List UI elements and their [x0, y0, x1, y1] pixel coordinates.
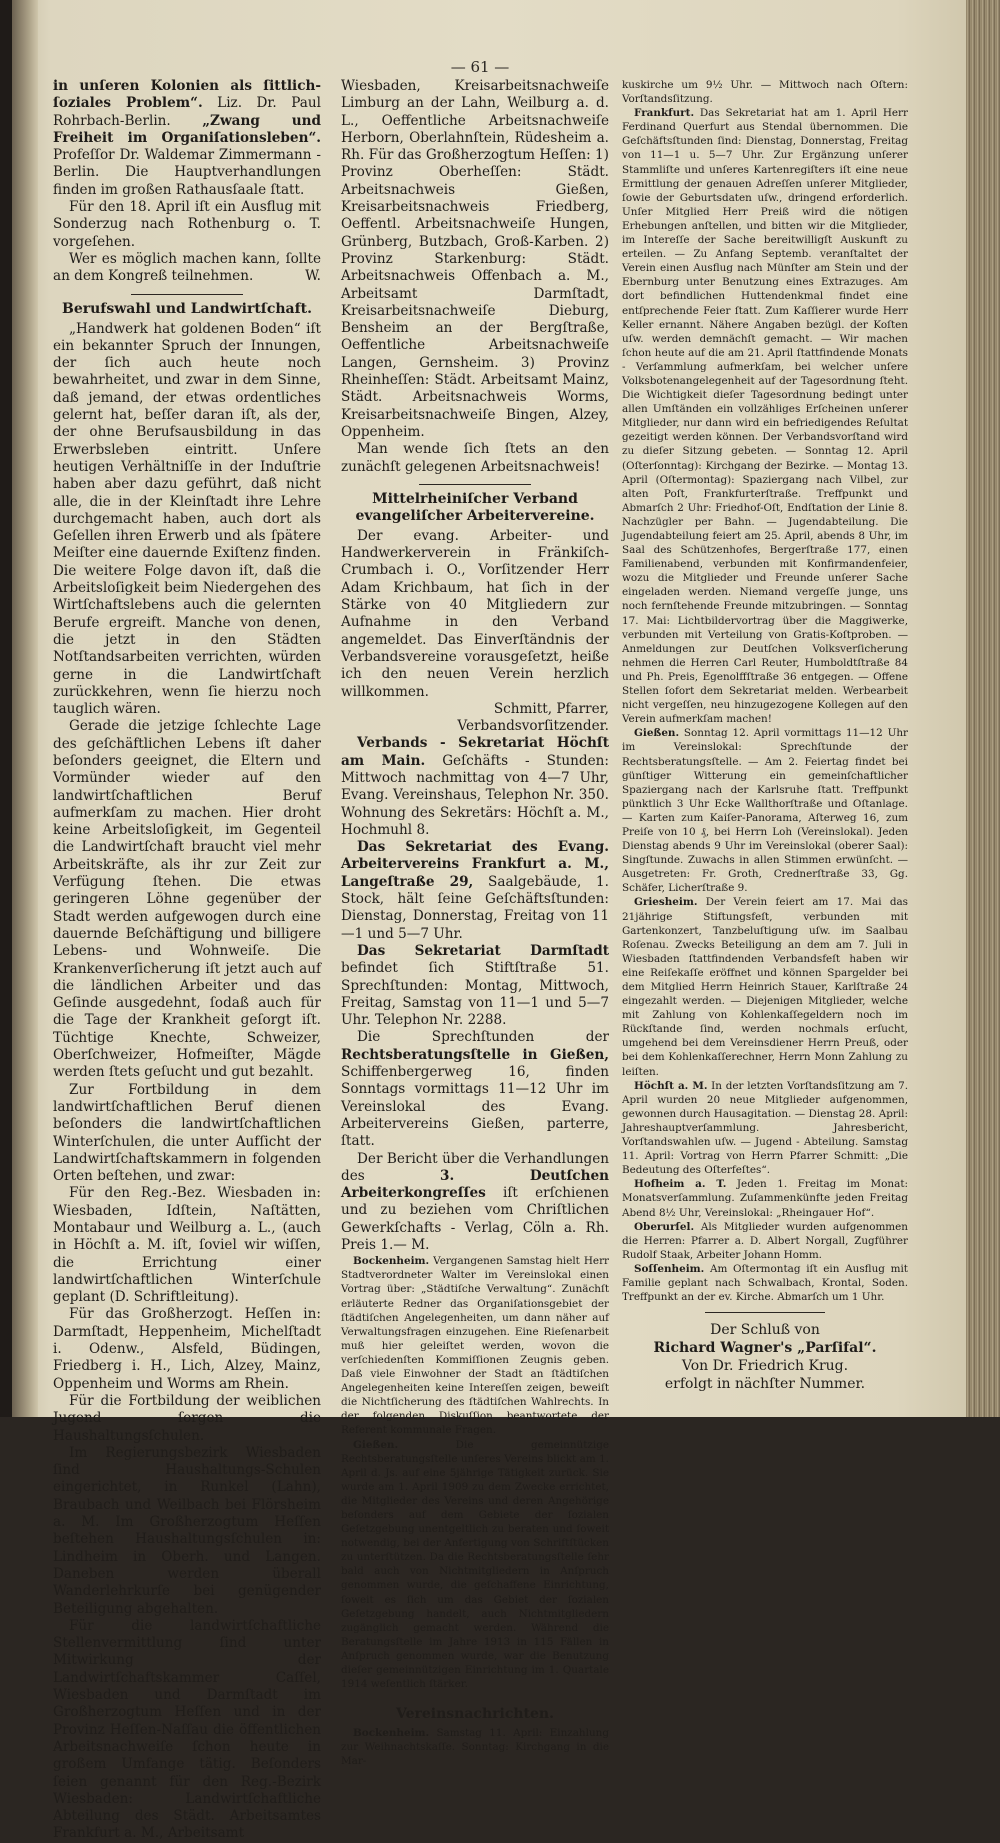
news-place: Frankfurt. [634, 107, 695, 120]
news-place: Gießen. [634, 727, 680, 740]
closing-line-3: Von Dr. Friedrich Krug. [681, 1358, 849, 1375]
divider [419, 1699, 532, 1700]
divider [131, 294, 244, 295]
signature-line-2: Verbandsvorſitzender. [457, 718, 609, 735]
article-heading-berufswahl: Berufswahl und Landwirtſchaft. [62, 300, 312, 317]
continued-paragraph: Wiesbaden, Kreisarbeitsnachweiſe Limburg an der Lahn, Weilburg a. d. L., Oeffentliche Arbeitsnachweiſe Herborn, Oberlahnſtein, Rüdesheim a. Rh. Für das Großherzogtum Heſſen: 1) Provinz Oberheſſen: Städt. Arbeitsnachweis Gießen, Kreisarbeitsnachweis Friedberg, Oeffentl. Arbeitsnachweiſe Hungen, Grünberg, Butzbach, Groß-Karben. 2) Provinz Starkenburg: Städt. Arbeitsnachweis Offenbach a. M., Arbeitsamt Darmſtadt, Kreisarbeitsnachweiſe Dieburg, Bensheim an der Bergſtraße, Oeffentliche Arbeitsnachweiſe Langen, Gernsheim. 3) Provinz Rheinheſſen: Städt. Arbeitsamt Mainz, Städt. Arbeitsnachweis Worms, Kreisarbeitsnachweiſe Bingen, Alzey, Oppenheim. [341, 78, 609, 440]
rechtsberatung-title: Rechtsberatungsſtelle in Gießen, [341, 1046, 609, 1063]
congress-paragraph [53, 251, 321, 286]
rechtsberatung-giessen [341, 1029, 609, 1150]
news-frankfurt [622, 106, 908, 726]
sekretariat-hoechst [341, 735, 609, 839]
article-paragraph: Für das Großherzogt. Heſſen in: Darmſtadt, Heppenheim, Michelſtadt i. Odenw., Alsfeld, Büdingen, Friedberg i. H., Lich, Alzey, Mainz, Oppenheim und Worms am Rhein. [53, 1306, 321, 1392]
sekretariat-darmstadt [341, 943, 609, 1029]
news-place: Griesheim. [634, 896, 698, 909]
kongress-bericht [341, 1151, 609, 1255]
intro-paragraph [53, 78, 321, 199]
column-1 [53, 78, 321, 1843]
article-paragraph: Für die Fortbildung der weiblichen Jugend ſorgen die Haushaltungsſchulen. [53, 1392, 321, 1444]
article-paragraph: Für die landwirtſchaftliche Stellenvermittlung ſind unter Mitwirkung der Landwirtſchaftskammer Caſſel, Wiesbaden und Darmſtadt im Großherzogtum Heſſen und in der Provinz Heſſen-Naſſau die öffentlichen Arbeitsnachweiſe ſchon heute in großem Umfange tätig. Beſonders ſeien genannt für den Reg.-Bezirk Wiesbaden: Landwirtſchaftliche Abteilung des Städt. Arbeitsamtes Frankfurt a. M., Arbeitsamt [53, 1617, 321, 1842]
news-sossenheim [622, 1262, 908, 1304]
news-place: Höchſt a. M. [634, 1079, 708, 1092]
report-text: Die gemeinnützige Rechtsberatungsſtelle unſeres Vereins blickt am 1. April d. Js. auf eine 5jährige Tätigkeit zurück. Sie wurde am 1. April 1909 zu dem Zwecke errichtet, die Mitglieder des Vereins und deren Angehörige beſonders auf dem Gebiete der ſozialen Geſetzgebung unentgeltlich zu beraten und ſoweit notwendig, bei der Anfertigung von Schriftſtücken zu unterſtützen. Da die Rechtsberatungsſtelle ſehr bald auch von Nichtmitgliedern in Anſpruch genommen wurde, die geſchaffene Einrichtung, ſoweit es ſich um das Gebiet der ſozialen Geſetzgebung handelt, auch Nichtmitgliedern zugänglich gemacht werden. Während die Beratungsſtelle im Jahre 1913 in 115 Fällen in Anſpruch genommen wurde, war die Benutzung dieſer gemeinnützigen Einrichtung im 1. Quartale 1914 weſentlich ſtärker. [341, 1438, 609, 1691]
news-oberursel [622, 1220, 908, 1262]
congress-text: Wer es möglich machen kann, ſollte an dem Kongreß teilnehmen. [53, 250, 321, 285]
news-place: Bockenheim. [353, 1727, 430, 1740]
news-continued: kuskirche um 9½ Uhr. — Mittwoch nach Oſtern: Vorſtandsſitzung. [622, 79, 908, 106]
closing-notice [622, 1321, 908, 1393]
news-place: Hofheim a. T. [634, 1178, 727, 1191]
intro-bold-2: „Zwang und Freiheit im Organiſationsleben“. [53, 112, 321, 146]
article-paragraph: Gerade die jetzige ſchlechte Lage des geſchäftlichen Lebens iſt daher beſonders geeignet, die Eltern und Vormünder wieder auf den landwirtſchaftlichen Beruf aufmerkſam zu machen. Hier droht keine Arbeitsloſigkeit, im Gegenteil die Landwirtſchaft braucht viel mehr Arbeitskräfte, als ihr zur Zeit zur Verfügung ſtehen. Die etwas geringeren Löhne gegenüber der Stadt werden aufgewogen durch eine dauernde Beſchäftigung und billigere Lebens- und Wohnweiſe. Die Krankenverſicherung iſt jetzt auch auf die ländlichen Arbeiter und das Geſinde ausgedehnt, ſodaß auch für die Tage der Krankheit geſorgt iſt. Tüchtige Knechte, Schweizer, Oberſchweizer, Hofmeiſter, Mägde werden ſtets geſucht und gut bezahlt. [53, 718, 321, 1081]
intro-text-2: Profeſſor Dr. Waldemar Zimmermann - Berlin. Die Hauptverhandlungen finden im großen Rathausſaale ſtatt. [53, 147, 321, 198]
rechtsberatung-text: Schiffenbergerweg 16, finden Sonntags vormittags 11—12 Uhr im Vereinslokal des Evang. Arbeitervereins Gießen, parterre, ſtatt. [341, 1064, 609, 1150]
divider [705, 1312, 825, 1313]
rechtsberatung-lead: Die Sprechſtunden der [357, 1029, 609, 1046]
sekretariat-frankfurt-title: Das Sekretariat des Evang. Arbeitervereins Frankfurt a. M., Langeſtraße 29, [341, 839, 609, 890]
closing-line-1: Der Schluß von [710, 1322, 820, 1339]
small-print-block [341, 1254, 609, 1691]
closing-line-4: erfolgt in nächſter Nummer. [664, 1376, 866, 1393]
article-heading-verband: Mittelrheiniſcher Verband evangeliſcher Arbeitervereine. [355, 490, 595, 524]
news-giessen [622, 726, 908, 895]
column-3 [622, 78, 908, 1393]
report-bockenheim [341, 1254, 609, 1437]
intro-text-1: Liz. Dr. Paul Rohrbach-Berlin. [53, 95, 321, 129]
article-paragraph: Für den Reg.-Bez. Wiesbaden in: Wiesbaden, Idſtein, Naſtätten, Montabaur und Weilburg a. L., (auch in Höchſt a. M. iſt, ſoviel wir wiſſen, die Errichtung einer landwirtſchaftlichen Winterſchule geplant (D. Schriftleitung). [53, 1185, 321, 1306]
report-text: Vergangenen Samstag hielt Herr Stadtverordneter Walter im Vereinslokal einen Vortrag über: „Städtiſche Verwaltung“. Zunächſt erläuterte Redner das Organiſationsgebiet der ſtädtiſchen Angelegenheiten, um dann näher auf Verwaltungsfragen einzugehen. Eine Rieſenarbeit muß hier geleiſtet werden, wovon die verſchiedenſten Kommiſſionen Zeugnis geben. Daß viele Einwohner der Stadt an ſtädtiſchen Angelegenheiten keine Intereſſen zeigen, beweiſt die Nichtſicherung des ſtädtiſchen Wahlrechts. In der folgenden Diskuſſion beantwortete der Referent kommunale Fragen. [341, 1255, 609, 1437]
heading-vereinsnachrichten: Vereinsnachrichten. [396, 1706, 554, 1723]
kongress-lead: Der Bericht über die Verhandlungen des [341, 1150, 609, 1184]
news-text: Samstag 11. April: Einzahlung zur Weihnachtskaſſe. Sonntag: Kirchgang in die Mar- [341, 1727, 609, 1768]
article-paragraph: Zur Fortbildung in dem landwirtſchaftlichen Beruf dienen beſonders die landwirtſchaftlichen Winterſchulen, die unter Aufſicht der Landwirtſchaftskammern in folgenden Orten beſtehen, und zwar: [53, 1081, 321, 1185]
kongress-title: 3. Deutſchen Arbeiterkongreſſes [341, 1167, 609, 1202]
page-number: — 61 — [450, 58, 510, 76]
closing-line-2: Richard Wagner's „Parſifal“. [653, 1340, 877, 1357]
small-print-block [341, 1726, 609, 1768]
article-paragraph: Im Regierungsbezirk Wiesbaden ſind Haushaltungs-Schulen eingerichtet, in Runkel (Lahn), Braubach und Weilbach bei Flörsheim a. M. Im Großherzogtum Heſſen beſtehen Haushaltungsſchulen in: Lindheim in Oberh. und Langen. Daneben werden überall Wanderlehrkurſe bei genügender Beteiligung abgehalten. [53, 1444, 321, 1617]
report-place: Gießen. [353, 1438, 399, 1451]
excursion-paragraph: Für den 18. April iſt ein Ausflug mit Sonderzug nach Rothenburg o. T. vorgeſehen. [53, 199, 321, 250]
sekretariat-frankfurt [341, 839, 609, 943]
continued-paragraph-2: Man wende ſich ſtets an den zunächſt gelegenen Arbeitsnachweis! [341, 441, 609, 475]
news-text: Das Sekretariat hat am 1. April Herr Ferdinand Querfurt aus Stendal übernommen. Die Geſchäftsſtunden ſind: Dienstag, Donnerstag, Freitag von 11—1 u. 5—7 Uhr. Zur Ergänzung unſerer Stammliſte und unſeres Kartenregiſters iſt eine neue Ermittlung der genauen Adreſſen unſerer Mitglieder, ſowie der Geburtsdaten uſw., dringend erforderlich. Unſer Mitglied Herr Preiß wird die nötigen Erhebungen anſtellen, und bitten wir die Mitglieder, im Intereſſe der Sache bereitwilligſt Auskunft zu erteilen. — Zu Anfang Septemb. veranſtaltet der Verein einen Ausflug nach Münſter am Stein und der Ebernburg unter Benutzung eines Extrazuges. Am dort befindlichen Huttendenkmal findet eine entſprechende Feier ſtatt. Zum Kaſſierer wurde Herr Keller ernannt. Nähere Angaben bezügl. der Koſten uſw. werden demnächſt gemacht. — Wir machen ſchon heute auf die am 21. April ſtattfindende Monats - Verſammlung aufmerkſam, bei welcher unſere Volksbotenangelegenheit auf der Tagesordnung ſteht. Die Wichtigkeit dieſer Tagesordnung bedingt unter allen Umſtänden ein vollzähliges Erſcheinen unſerer Mitglieder, nur dann wird ein befriedigendes Reſultat gezeitigt werden können. Der Verbandsvorſtand wird zu dieſer Sitzung gebeten. — Sonntag 12. April (Oſterſonntag): Kirchgang der Bezirke. — Montag 13. April (Oſtermontag): Spaziergang nach Vilbel, zur alten Poſt, Frankfurterſtraße. Treffpunkt und Abmarſch 2 Uhr: Friedhof-Oſt, Endſtation der Linie 8. Nachzügler per Bahn. — Jugendabteilung. Die Jugendabteilung feiert am 25. April, abends 8 Uhr, im Saal des Schützenhofes, Bergerſtraße 177, einen Familienabend, verbunden mit Konfirmandenfeier, wozu die Mitglieder und Freunde unſerer Sache eingeladen werden. Niemand vergeſſe junge, uns noch fernſtehende Freunde mitzubringen. — Sonntag 17. Mai: Lichtbildervortrag über die Maggiwerke, verbunden mit Verteilung von Gratis-Koſtproben. — Anmeldungen zur Deutſchen Volksverſicherung nehmen die Herren Carl Reuter, Humboldtſtraße 84 und Ph. Preis, Egenolffſtraße 36 entgegen. — Offene Stellen ſofort dem Sekretariat melden. Werbearbeit nicht vergeſſen, neu hinzugezogene Kollegen auf den Verein aufmerkſam machen! [622, 107, 908, 726]
news-text: Als Mitglieder wurden aufgenommen die Herren: Pfarrer a. D. Albert Norgall, Zugführer Rudolf Staak, Arbeiter Johann Homm. [622, 1220, 908, 1261]
binding-gutter [12, 0, 38, 1417]
news-text: Am Oſtermontag iſt ein Ausflug mit Familie geplant nach Schwalbach, Krontal, Soden. Treffpunkt an der ev. Kirche. Abmarſch um 1 Uhr. [622, 1262, 908, 1304]
page-edges [966, 0, 1000, 1417]
news-text: Der Verein feiert am 17. Mai das 21jährige Stiftungsfeſt, verbunden mit Gartenkonzert, Tanzbeluſtigung uſw. im Saalbau Roſenau. Zwecks Beteiligung an dem am 7. Juli in Wiesbaden ſtattfindenden Verbandsfeſt haben wir eine Reiſekaſſe eröffnet und können Spargelder bei dem Mitglied Herrn Heinrich Stauer, Karlſtraße 24 eingezahlt werden. — Diejenigen Mitglieder, welche mit Zahlung von Kohlenkaſſegeldern noch im Rückſtande ſind, werden nochmals erſucht, umgehend bei dem Vereinsdiener Herrn Preuß, oder bei dem Kohlenkaſſerechner, Herrn Monn Zahlung zu leiſten. [622, 896, 908, 1078]
column-2 [341, 78, 609, 1768]
news-text: In der letzten Vorſtandsſitzung am 7. April wurden 20 neue Mitglieder aufgenommen, gewonnen durch Hausagitation. — Dienstag 28. April: Jahreshauptverſammlung. Jahresbericht, Vorſtandswahlen uſw. — Jugend - Abteilung. Samstag 11. April: Vortrag von Herrn Pfarrer Schmitt: „Die Bedeutung des Oſterfeſtes“. [622, 1079, 908, 1177]
news-hoechst [622, 1079, 908, 1178]
sekretariat-darmstadt-title: Das Sekretariat Darmſtadt [357, 942, 609, 959]
sekretariat-darmstadt-text: befindet ſich Stiftſtraße 51. Sprechſtunden: Montag, Mittwoch, Freitag, Samstag von 11—1 und 5—7 Uhr. Telephon Nr. 2288. [341, 960, 609, 1029]
kongress-text: iſt erſchienen und zu beziehen vom Chriſtlichen Gewerkſchafts - Verlag, Cöln a. Rh. Preis 1.— M. [341, 1185, 609, 1253]
news-text: Jeden 1. Freitag im Monat: Monatsverſammlung. Zuſammenkünfte jeden Freitag Abend 8½ Uhr, Vereinslokal: „Rheingauer Hof“. [622, 1178, 908, 1219]
divider [419, 484, 532, 485]
report-place: Bockenheim. [353, 1255, 430, 1268]
verband-paragraph: Der evang. Arbeiter- und Handwerkerverein in Fränkiſch-Crumbach i. O., Vorſitzender Herr Adam Krichbaum, hat ſich in der Stärke von 40 Mitgliedern zur Aufnahme in den Verband angemeldet. Das Einverſtändnis der Verbandsvereine vorausgeſetzt, heiße ich den neuen Verein herzlich willkommen. [341, 527, 609, 700]
news-griesheim [622, 895, 908, 1078]
sekretariat-frankfurt-text: Saalgebäude, 1. Stock, hält ſeine Geſchäftsſtunden: Dienstag, Donnerstag, Freitag von 11—1 und 5—7 Uhr. [341, 873, 610, 942]
signature-line-1: Schmitt, Pfarrer, [493, 700, 609, 717]
sekretariat-hoechst-title: Verbands - Sekretariat Höchſt am Main. [341, 735, 609, 769]
intro-bold-1: in unſeren Kolonien als ſittlich-ſoziales Problem“. [53, 78, 321, 112]
news-place: Oberurſel. [634, 1220, 695, 1233]
news-hofheim [622, 1177, 908, 1219]
news-bockenheim [341, 1726, 609, 1768]
news-place: Soſſenheim. [634, 1262, 705, 1275]
news-text: Sonntag 12. April vormittags 11—12 Uhr im Vereinslokal: Sprechſtunde der Rechtsberatungsſtelle. — Am 2. Feiertag findet bei günſtiger Witterung ein gemeinſchaftlicher Spaziergang nach der Karlsruhe ſtatt. Treffpunkt pünktlich 3 Uhr Ecke Wallthorſtraße und Oſtanlage. — Karten zum Kaiſer-Panorama, Aſterweg 16, zum Preiſe von 10 ₰, bei Herrn Loh (Vereinslokal). Jeden Dienstag abends 9 Uhr im Vereinslokal (oberer Saal): Singſtunde. Zuwachs in allen Stimmen erwünſcht. — Ausgetreten: Fr. Groth, Crednerſtraße 33, Gg. Schäfer, Licherſtraße 9. [622, 727, 908, 895]
report-giessen [341, 1438, 609, 1692]
congress-sign: W. [305, 268, 321, 285]
sekretariat-hoechst-text: Geſchäfts - Stunden: Mittwoch nachmittag von 4—7 Uhr, Evang. Vereinshaus, Telephon Nr. 350. Wohnung des Sekretärs: Höchſt a. M., Hochmuhl 8. [341, 752, 609, 838]
article-paragraph: „Handwerk hat goldenen Boden“ iſt ein bekannter Spruch der Innungen, der ſich auch heute noch bewahrheitet, und zwar in dem Sinne, daß jemand, der etwas ordentliches gelernt hat, beſſer daran iſt, als der, der ohne Berufsausbildung in das Erwerbsleben eintritt. Unſere heutigen Verhältniſſe in der Induſtrie haben aber dazu geführt, daß nicht alle, die in der Kleinſtadt ihre Lehre durchgemacht haben, auch dort als Geſellen ihren Erwerb und als ſpätere Meiſter eine dauernde Exiſtenz finden. Die weitere Folge davon iſt, daß die Arbeitsloſigkeit beim Niedergehen des Wirtſchaftslebens auch die gelernten Berufe ergreift. Manche von denen, die jetzt in den Städten Notſtandsarbeiten verrichten, würden gerne in die Landwirtſchaft zurückkehren, wenn ſie hierzu noch tauglich wären. [53, 320, 321, 718]
